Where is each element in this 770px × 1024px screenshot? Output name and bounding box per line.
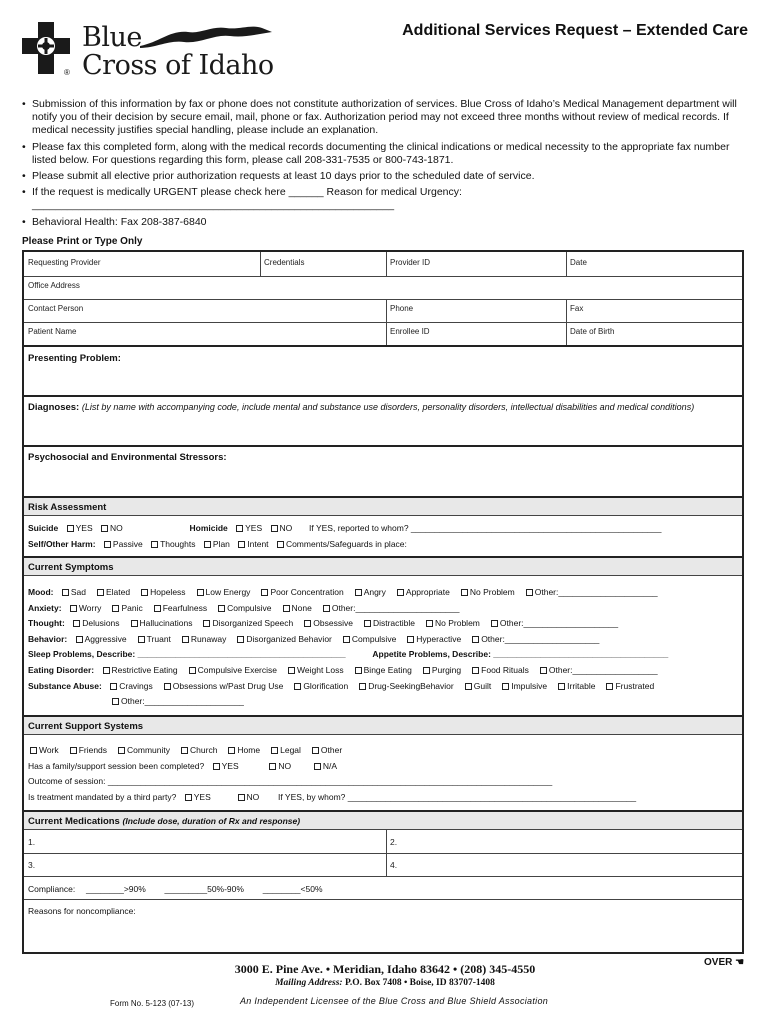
behavior-option-checkbox[interactable] [76, 636, 83, 643]
anxiety-option-label: None [291, 603, 312, 613]
thought-option-label: Other:____________________ [499, 618, 619, 628]
suicide-label: Suicide [28, 523, 59, 533]
sleep-problems-field[interactable]: Sleep Problems, Describe: ____________________________________________ [28, 649, 346, 659]
mood-option-label: Hopeless [150, 587, 186, 597]
substance-option-label: Cravings [119, 681, 153, 691]
cross-icon [22, 22, 70, 74]
checkbox-label: N/A [322, 761, 338, 771]
thought-option-label: Obsessive [313, 618, 353, 628]
behavior-option-label: Runaway [190, 634, 227, 644]
anxiety-option-checkbox[interactable] [283, 605, 290, 612]
diagnoses-note: (List by name with accompanying code, include mental and substance use disorders, personality disorders, intellectual disabilities and medical conditions) [81, 402, 695, 412]
eating-option-checkbox[interactable] [189, 667, 196, 674]
thought-label: Thought: [28, 618, 65, 628]
patient-name-field[interactable]: Patient Name [28, 327, 77, 336]
thought-option-checkbox[interactable] [73, 620, 80, 627]
medication-4-field[interactable]: 4. [390, 860, 398, 870]
mood-option-checkbox[interactable] [141, 589, 148, 596]
anxiety-option-label: Worry [78, 603, 102, 613]
compliance-over-90-field[interactable]: ________>90% [86, 884, 146, 894]
substance-option-label: Guilt [473, 681, 492, 691]
homicide-label: Homicide [189, 523, 228, 533]
suicide-no-checkbox[interactable] [101, 525, 108, 532]
eating-option-label: Purging [431, 665, 462, 675]
substance-option-label: Frustrated [615, 681, 655, 691]
self-harm-row [28, 539, 407, 550]
mood-option-checkbox[interactable] [62, 589, 69, 596]
substance-option-checkbox[interactable] [558, 683, 565, 690]
mood-option-label: Appropriate [405, 587, 450, 597]
stressors-field[interactable]: Psychosocial and Environmental Stressors: [28, 452, 227, 463]
mailing-label: Mailing Address: [275, 978, 343, 988]
thought-option-checkbox[interactable] [426, 620, 433, 627]
thought-option-checkbox[interactable] [491, 620, 498, 627]
thought-option-checkbox[interactable] [203, 620, 210, 627]
checkbox-label: Intent [247, 539, 269, 549]
family-session-question: Has a family/support session been completed? [28, 761, 205, 771]
form-number: Form No. 5-123 (07-13) [110, 999, 195, 1008]
support-option-label: Work [39, 745, 59, 755]
substance-row [28, 681, 659, 692]
medications-title-text: Current Medications [28, 816, 120, 827]
diagnoses-field[interactable] [28, 402, 694, 413]
sleep-appetite-row [28, 649, 668, 660]
instruction-item: • Submission of this information by fax or phone does not constitute authorization of services. Blue Cross of Idaho’s Medical Management department will notify you of their decision by secure email, mail, phone or fax. Authorization period may not exceed three months without review of medical records. If medical necessity justifies special handling, please include an explanation. [22, 98, 748, 138]
office-address-line: 3000 E. Pine Ave. • Meridian, Idaho 83642 • (208) 345-4550 [234, 962, 536, 976]
mood-option-label: Other:_____________________ [534, 587, 658, 597]
instruction-item: • Please submit all elective prior authorization requests at least 10 days prior to the scheduled date of service. [22, 170, 748, 183]
compliance-row [28, 884, 323, 895]
mood-option-label: Angry [363, 587, 386, 597]
requesting-provider-field[interactable]: Requesting Provider [28, 258, 101, 267]
over-indicator: OVER ☚ [704, 957, 745, 968]
mood-option-label: Sad [70, 587, 86, 597]
behavior-option-checkbox[interactable] [237, 636, 244, 643]
compliance-50-90-field[interactable]: _________50%-90% [164, 884, 244, 894]
diagnoses-label: Diagnoses: [28, 402, 80, 413]
anxiety-option-checkbox[interactable] [112, 605, 119, 612]
support-option-checkbox[interactable] [118, 747, 125, 754]
eating-option-checkbox[interactable] [472, 667, 479, 674]
behavior-row [28, 634, 604, 645]
medications-title [28, 816, 300, 827]
noncompliance-reasons-field[interactable]: Reasons for noncompliance: [28, 906, 136, 916]
mood-option-label: Low Energy [205, 587, 251, 597]
eating-row [28, 665, 663, 676]
eating-option-label: Other:__________________ [548, 665, 658, 675]
anxiety-option-label: Panic [121, 603, 143, 613]
eating-option-label: Weight Loss [297, 665, 344, 675]
anxiety-option-label: Compulsive [227, 603, 272, 613]
support-systems-header [24, 715, 742, 735]
support-option-checkbox[interactable] [181, 747, 188, 754]
medications-header [24, 810, 742, 830]
fax-field[interactable]: Fax [570, 304, 584, 313]
risk-assessment-header [24, 496, 742, 516]
current-symptoms-header [24, 556, 742, 576]
family-session-row [28, 761, 337, 772]
eating-option-checkbox[interactable] [423, 667, 430, 674]
passive-checkbox[interactable] [104, 541, 111, 548]
current-symptoms-title: Current Symptoms [28, 562, 114, 573]
anxiety-option-checkbox[interactable] [323, 605, 330, 612]
checkbox-label: YES [75, 523, 93, 533]
behavior-option-label: Hyperactive [416, 634, 462, 644]
date-field[interactable]: Date [570, 258, 587, 267]
office-address-field[interactable]: Office Address [28, 281, 80, 290]
request-form [22, 250, 744, 954]
mood-option-checkbox[interactable] [261, 589, 268, 596]
family-no-checkbox[interactable] [269, 763, 276, 770]
suicide-yes-checkbox[interactable] [67, 525, 74, 532]
behavior-option-label: Other:____________________ [481, 634, 600, 644]
support-option-checkbox[interactable] [312, 747, 319, 754]
support-option-checkbox[interactable] [30, 747, 37, 754]
behavior-option-label: Truant [146, 634, 171, 644]
mood-option-checkbox[interactable] [397, 589, 404, 596]
substance-option-checkbox[interactable] [164, 683, 171, 690]
thought-option-checkbox[interactable] [304, 620, 311, 627]
eating-option-checkbox[interactable] [355, 667, 362, 674]
checkbox-label: Other:_____________________ [121, 696, 244, 706]
plan-checkbox[interactable] [204, 541, 211, 548]
compliance-under-50-field[interactable]: ________<50% [262, 884, 323, 894]
enrollee-id-field[interactable]: Enrollee ID [390, 327, 430, 336]
support-option-label: Home [237, 745, 261, 755]
mandated-row [28, 792, 636, 803]
thought-option-checkbox[interactable] [364, 620, 371, 627]
contact-person-field[interactable]: Contact Person [28, 304, 84, 313]
checkbox-label: NO [110, 523, 123, 533]
checkbox-label: Passive [112, 539, 143, 549]
checkbox-label: NO [279, 523, 293, 533]
mandated-by-whom-field[interactable]: If YES, by whom? _____________________________________________________________ [278, 792, 637, 802]
substance-option-checkbox[interactable] [502, 683, 509, 690]
intent-checkbox[interactable] [238, 541, 245, 548]
behavior-option-checkbox[interactable] [343, 636, 350, 643]
support-option-label: Community [127, 745, 171, 755]
anxiety-option-checkbox[interactable] [218, 605, 225, 612]
thought-option-label: Distractible [372, 618, 415, 628]
medications-note: (Include dose, duration of Rx and response) [122, 816, 301, 826]
behavior-option-label: Disorganized Behavior [246, 634, 332, 644]
mood-option-checkbox[interactable] [526, 589, 533, 596]
risk-assessment-title: Risk Assessment [28, 502, 107, 513]
compliance-label: Compliance: [28, 884, 76, 894]
checkbox-label: Thoughts [160, 539, 196, 549]
credentials-field[interactable]: Credentials [264, 258, 305, 267]
eating-option-checkbox[interactable] [103, 667, 110, 674]
mandated-yes-checkbox[interactable] [185, 794, 192, 801]
phone-field[interactable]: Phone [390, 304, 414, 313]
medication-2-field[interactable]: 2. [390, 837, 398, 847]
behavior-option-checkbox[interactable] [407, 636, 414, 643]
substance-other-row [110, 696, 244, 707]
behavior-option-checkbox[interactable] [182, 636, 189, 643]
anxiety-label: Anxiety: [28, 603, 62, 613]
mailing-address-line [0, 978, 770, 988]
support-option-label: Friends [78, 745, 108, 755]
mood-option-checkbox[interactable] [97, 589, 104, 596]
family-na-checkbox[interactable] [314, 763, 321, 770]
checkbox-label: Comments/Safeguards in place: [285, 539, 407, 549]
checkbox-label: YES [193, 792, 211, 802]
thoughts-checkbox[interactable] [151, 541, 158, 548]
instruction-list [22, 98, 748, 232]
date-of-birth-field[interactable]: Date of Birth [570, 327, 615, 336]
support-option-label: Legal [280, 745, 301, 755]
eating-option-label: Compulsive Exercise [197, 665, 278, 675]
medication-3-field[interactable]: 3. [28, 860, 36, 870]
anxiety-option-label: Fearfulness [162, 603, 208, 613]
eating-option-label: Restrictive Eating [111, 665, 178, 675]
substance-option-checkbox[interactable] [294, 683, 301, 690]
mood-option-label: No Problem [469, 587, 515, 597]
behavior-option-checkbox[interactable] [138, 636, 145, 643]
mood-option-checkbox[interactable] [355, 589, 362, 596]
thought-option-label: Disorganized Speech [212, 618, 294, 628]
behavior-label: Behavior: [28, 634, 68, 644]
appetite-problems-field[interactable]: Appetite Problems, Describe: _____________________________________ [372, 649, 669, 659]
anxiety-option-label: Other:______________________ [331, 603, 460, 613]
outcome-field[interactable]: Outcome of session: ______________________________________________________________________________________________ [28, 776, 553, 786]
substance-option-label: Drug-SeekingBehavior [368, 681, 454, 691]
checkbox-label: Plan [212, 539, 230, 549]
support-systems-title: Current Support Systems [28, 721, 144, 732]
presenting-problem-field[interactable]: Presenting Problem: [28, 353, 121, 364]
mood-label: Mood: [28, 587, 54, 597]
eating-label: Eating Disorder: [28, 665, 95, 675]
mountain-icon [140, 22, 272, 52]
safeguards-checkbox[interactable] [277, 541, 284, 548]
support-option-checkbox[interactable] [70, 747, 77, 754]
mailing-address: P.O. Box 7408 • Boise, ID 83707-1408 [344, 978, 495, 988]
licensee-statement: An Independent Licensee of the Blue Cross and Blue Shield Association [240, 996, 549, 1006]
medication-1-field[interactable]: 1. [28, 837, 36, 847]
substance-option-label: Irritable [567, 681, 596, 691]
checkbox-label: NO [278, 761, 292, 771]
registered-mark: ® [64, 68, 70, 77]
substance-option-label: Obsessions w/Past Drug Use [172, 681, 284, 691]
instruction-item: • Please fax this completed form, along with the medical records documenting the clinical indications or medical necessity to the appropriate fax number listed below. For questions regarding this form, please call 208-331-7535 or 800-743-1871. [22, 141, 748, 167]
substance-label: Substance Abuse: [28, 681, 102, 691]
thought-option-label: Delusions [82, 618, 120, 628]
checkbox-label: YES [245, 523, 263, 533]
logo-word-cross-of-idaho: Cross of Idaho [82, 50, 274, 81]
behavior-option-label: Aggressive [84, 634, 127, 644]
substance-option-label: Glorification [303, 681, 349, 691]
mood-option-label: Poor Concentration [270, 587, 344, 597]
substance-option-label: Impulsive [511, 681, 548, 691]
mood-option-label: Elated [106, 587, 131, 597]
family-yes-checkbox[interactable] [213, 763, 220, 770]
blue-cross-logo [22, 20, 282, 82]
thought-option-label: Hallucinations [139, 618, 193, 628]
support-options-row [28, 745, 347, 756]
anxiety-option-checkbox[interactable] [70, 605, 77, 612]
substance-other-checkbox[interactable] [112, 698, 119, 705]
anxiety-option-checkbox[interactable] [154, 605, 161, 612]
mood-row [28, 587, 663, 598]
support-option-label: Other [320, 745, 343, 755]
page-title: Additional Services Request – Extended Care [402, 22, 748, 39]
mandated-question: Is treatment mandated by a third party? [28, 792, 177, 802]
substance-option-checkbox[interactable] [465, 683, 472, 690]
eating-option-checkbox[interactable] [288, 667, 295, 674]
logo-word-blue: Blue [82, 22, 142, 53]
thought-row [28, 618, 623, 629]
homicide-yes-checkbox[interactable] [236, 525, 243, 532]
eating-option-label: Binge Eating [363, 665, 412, 675]
substance-option-checkbox[interactable] [359, 683, 366, 690]
behavior-option-label: Compulsive [351, 634, 397, 644]
thought-option-checkbox[interactable] [131, 620, 138, 627]
substance-option-checkbox[interactable] [606, 683, 613, 690]
checkbox-label: NO [246, 792, 260, 802]
anxiety-row [28, 603, 464, 614]
print-type-label: Please Print or Type Only [22, 236, 143, 247]
support-option-checkbox[interactable] [228, 747, 235, 754]
eating-option-label: Food Rituals [481, 665, 529, 675]
reported-to-field[interactable]: If YES, reported to whom? _____________________________________________________ [309, 523, 662, 533]
mood-option-checkbox[interactable] [197, 589, 204, 596]
checkbox-label: YES [221, 761, 239, 771]
suicide-homicide-row [28, 523, 661, 534]
mandated-no-checkbox[interactable] [238, 794, 245, 801]
thought-option-label: No Problem [435, 618, 480, 628]
mood-option-checkbox[interactable] [461, 589, 468, 596]
support-option-checkbox[interactable] [271, 747, 278, 754]
instruction-item: • If the request is medically URGENT please check here ______ Reason for medical Urgency: ______________________________________________________________ [22, 186, 748, 212]
instruction-item: • Behavioral Health: Fax 208-387-6840 [22, 216, 748, 229]
homicide-no-checkbox[interactable] [271, 525, 278, 532]
provider-id-field[interactable]: Provider ID [390, 258, 431, 267]
eating-option-checkbox[interactable] [540, 667, 547, 674]
substance-option-checkbox[interactable] [110, 683, 117, 690]
self-harm-label: Self/Other Harm: [28, 539, 96, 549]
behavior-option-checkbox[interactable] [472, 636, 479, 643]
support-option-label: Church [190, 745, 218, 755]
